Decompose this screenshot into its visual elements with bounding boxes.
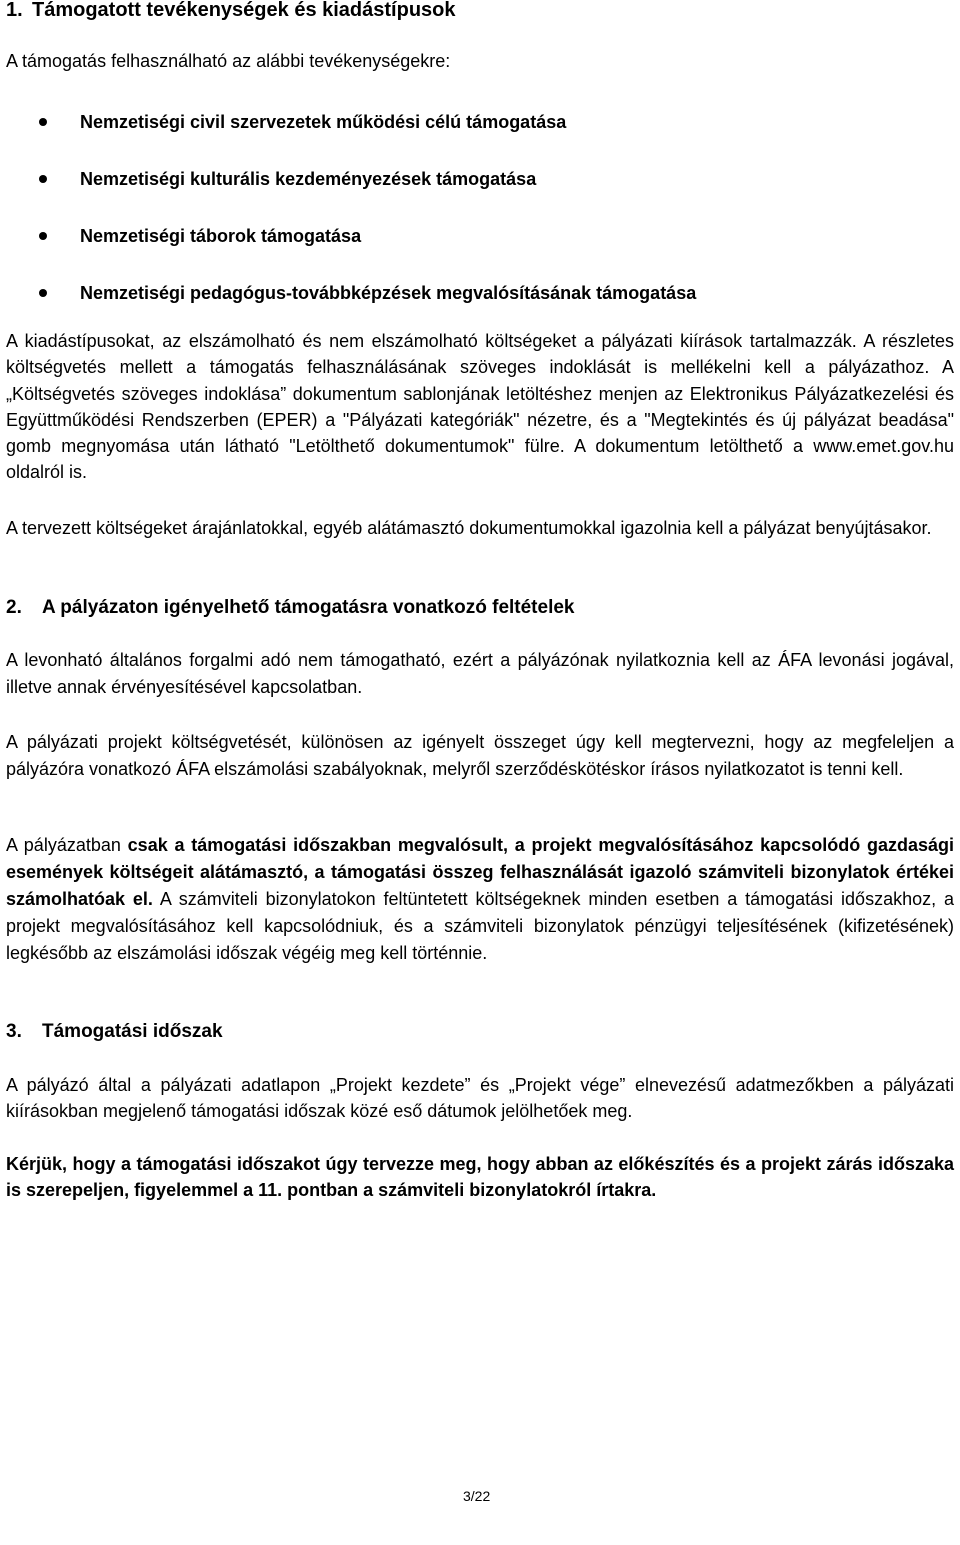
list-item: Nemzetiségi táborok támogatása <box>6 221 696 278</box>
section-3-heading <box>6 1019 223 1045</box>
section-1-title: Támogatott tevékenységek és kiadástípusok <box>32 0 456 21</box>
list-item: Nemzetiségi civil szervezetek működési célú támogatása <box>6 107 696 164</box>
list-item: Nemzetiségi kulturális kezdeményezések támogatása <box>6 164 696 221</box>
section-2-paragraph-2: A pályázati projekt költségvetését, különösen az igényelt összeget úgy kell megtervezni, hogy az megfeleljen a pályázóra vonatkozó ÁFA elszámolási szabályoknak, melyről szerződéskötéskor írásos nyilatkozatot is tenni kell. <box>6 732 954 779</box>
section-2-number: 2. <box>6 597 22 618</box>
bold-emphasis: csak a támogatási időszakban megvalósult, a projekt megvalósításához kapcsolódó gazdasági események költségeit alátámasztó, a támogatási összeg felhasználását igazoló számviteli bizonylatok értékei számolhatóak el. <box>6 835 955 909</box>
section-2-paragraph-1: A levonható általános forgalmi adó nem támogatható, ezért a pályázónak nyilatkoznia kell az ÁFA levonási jogával, illetve annak érvényesítésével kapcsolatban. <box>6 650 954 697</box>
section-1-paragraph-1: A kiadástípusokat, az elszámolható és nem elszámolható költségeket a pályázati kiírások tartalmazzák. A részletes költségvetés mellett a támogatás felhasználásának szöveges indoklását is mellékelni kell a pályázathoz. A „Költségvetés szöveges indoklása” dokumentum sablonjának letöltéshez menjen az Elektronikus Pályázatkezelési és Együttműködési Rendszerben (EPER) a "Pályázati kategóriák" nézetre, és a "Megtekintés és új pályázat beadása" gomb megnyomása után látható "Letölthető dokumentumok" fülre. A dokumentum letölthető a www.emet.gov.hu oldalról is. <box>6 331 954 483</box>
bullet-icon <box>39 118 47 126</box>
section-3-title: Támogatási időszak <box>42 1021 223 1042</box>
section-2-heading <box>6 595 575 621</box>
section-1-number: 1. <box>6 0 23 21</box>
bullet-icon <box>39 232 47 240</box>
list-item: Nemzetiségi pedagógus-továbbképzések megvalósításának támogatása <box>6 278 696 335</box>
section-1-heading <box>6 0 456 23</box>
section-1-intro: A támogatás felhasználható az alábbi tevékenységekre: <box>6 51 451 71</box>
section-3-paragraph-1: A pályázó által a pályázati adatlapon „Projekt kezdete” és „Projekt vége” elnevezésű adatmezőkben a pályázati kiírásokban megjelenő támogatási időszak közé eső dátumok jelölhetőek meg. <box>6 1075 954 1122</box>
bullet-icon <box>39 289 47 297</box>
activity-list <box>6 107 696 335</box>
section-3-paragraph-2: Kérjük, hogy a támogatási időszakot úgy tervezze meg, hogy abban az előkészítés és a projekt zárás időszaka is szerepeljen, figyelemmel a 11. pontban a számviteli bizonylatokról írtakra. <box>6 1154 954 1201</box>
page-number: 3/22 <box>463 1488 491 1504</box>
section-2-paragraph-3: A pályázatban csak a támogatási időszakban megvalósult, a projekt megvalósításához kapcsolódó gazdasági események költségeit alátámasztó, a támogatási összeg felhasználását igazoló számviteli bizonylatok értékei számolhatóak el. A számviteli bizonylatokon feltüntetett költségeknek minden esetben a támogatási időszakhoz, a projekt megvalósításához kell kapcsolódniuk, és a számviteli bizonylatok pénzügyi teljesítésének (kifizetésének) legkésőbb az elszámolási időszak végéig meg kell történnie. <box>6 835 955 963</box>
section-1-paragraph-2: A tervezett költségeket árajánlatokkal, egyéb alátámasztó dokumentumokkal igazolnia kell a pályázat benyújtásakor. <box>6 518 932 538</box>
section-3-number: 3. <box>6 1021 22 1042</box>
section-2-title: A pályázaton igényelhető támogatásra vonatkozó feltételek <box>42 597 575 618</box>
bullet-icon <box>39 175 47 183</box>
